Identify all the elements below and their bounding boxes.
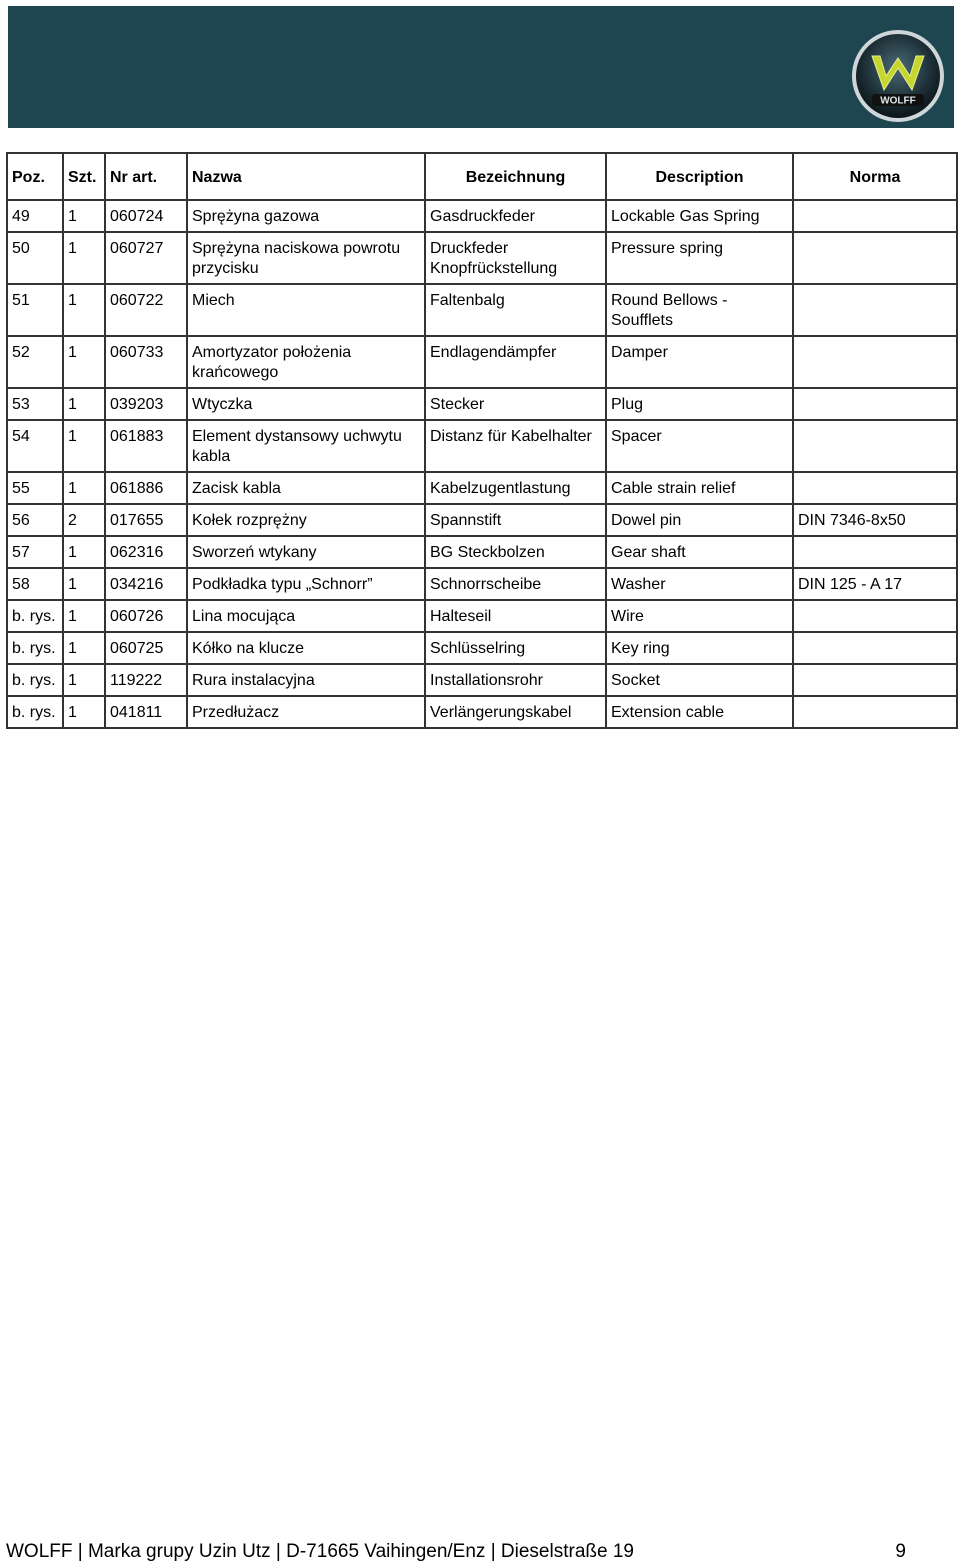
cell-norma bbox=[793, 632, 957, 664]
cell-poz: b. rys. bbox=[7, 664, 63, 696]
cell-nr-art: 060724 bbox=[105, 200, 187, 232]
footer-text: WOLFF | Marka grupy Uzin Utz | D-71665 Vaihingen/Enz | Dieselstraße 19 bbox=[6, 1541, 634, 1562]
table-row bbox=[7, 336, 957, 388]
cell-norma bbox=[793, 200, 957, 232]
cell-nr-art: 061886 bbox=[105, 472, 187, 504]
cell-nr-art: 060727 bbox=[105, 232, 187, 284]
header-bezeichnung: Bezeichnung bbox=[425, 153, 606, 200]
cell-nazwa: Podkładka typu „Schnorr” bbox=[187, 568, 425, 600]
cell-bezeichnung: Stecker bbox=[425, 388, 606, 420]
cell-szt: 1 bbox=[63, 472, 105, 504]
cell-nazwa: Element dystansowy uchwytu kabla bbox=[187, 420, 425, 472]
cell-szt: 1 bbox=[63, 632, 105, 664]
cell-norma bbox=[793, 336, 957, 388]
cell-description: Dowel pin bbox=[606, 504, 793, 536]
cell-norma bbox=[793, 284, 957, 336]
wolff-logo bbox=[850, 28, 946, 124]
header-banner bbox=[8, 6, 954, 128]
cell-description: Gear shaft bbox=[606, 536, 793, 568]
cell-nr-art: 060726 bbox=[105, 600, 187, 632]
parts-table bbox=[6, 152, 958, 729]
cell-nr-art: 062316 bbox=[105, 536, 187, 568]
cell-description: Pressure spring bbox=[606, 232, 793, 284]
table-row bbox=[7, 600, 957, 632]
header-szt: Szt. bbox=[63, 153, 105, 200]
cell-bezeichnung: Halteseil bbox=[425, 600, 606, 632]
footer bbox=[6, 1540, 956, 1564]
cell-description: Spacer bbox=[606, 420, 793, 472]
cell-nr-art: 119222 bbox=[105, 664, 187, 696]
cell-poz: 49 bbox=[7, 200, 63, 232]
cell-description: Damper bbox=[606, 336, 793, 388]
cell-poz: 58 bbox=[7, 568, 63, 600]
cell-nazwa: Amortyzator położenia krańcowego bbox=[187, 336, 425, 388]
cell-szt: 1 bbox=[63, 284, 105, 336]
cell-nr-art: 061883 bbox=[105, 420, 187, 472]
cell-szt: 1 bbox=[63, 420, 105, 472]
cell-norma bbox=[793, 472, 957, 504]
cell-nazwa: Przedłużacz bbox=[187, 696, 425, 728]
cell-norma: DIN 125 - A 17 bbox=[793, 568, 957, 600]
cell-norma bbox=[793, 536, 957, 568]
cell-szt: 1 bbox=[63, 568, 105, 600]
cell-szt: 2 bbox=[63, 504, 105, 536]
cell-norma bbox=[793, 696, 957, 728]
cell-norma bbox=[793, 232, 957, 284]
table-row bbox=[7, 420, 957, 472]
cell-poz: b. rys. bbox=[7, 696, 63, 728]
cell-bezeichnung: Kabelzugentlastung bbox=[425, 472, 606, 504]
table-row bbox=[7, 472, 957, 504]
cell-poz: 57 bbox=[7, 536, 63, 568]
cell-nazwa: Miech bbox=[187, 284, 425, 336]
cell-szt: 1 bbox=[63, 536, 105, 568]
table-row bbox=[7, 284, 957, 336]
cell-bezeichnung: Endlagendämpfer bbox=[425, 336, 606, 388]
cell-szt: 1 bbox=[63, 336, 105, 388]
cell-szt: 1 bbox=[63, 232, 105, 284]
cell-nazwa: Sworzeń wtykany bbox=[187, 536, 425, 568]
cell-description: Lockable Gas Spring bbox=[606, 200, 793, 232]
cell-nr-art: 060722 bbox=[105, 284, 187, 336]
cell-bezeichnung: Schnorrscheibe bbox=[425, 568, 606, 600]
cell-description: Socket bbox=[606, 664, 793, 696]
cell-norma bbox=[793, 664, 957, 696]
cell-nazwa: Sprężyna gazowa bbox=[187, 200, 425, 232]
cell-poz: 56 bbox=[7, 504, 63, 536]
table-row bbox=[7, 388, 957, 420]
cell-norma bbox=[793, 600, 957, 632]
cell-nr-art: 017655 bbox=[105, 504, 187, 536]
cell-nazwa: Lina mocująca bbox=[187, 600, 425, 632]
cell-description: Plug bbox=[606, 388, 793, 420]
table-row bbox=[7, 504, 957, 536]
cell-bezeichnung: Gasdruckfeder bbox=[425, 200, 606, 232]
cell-szt: 1 bbox=[63, 600, 105, 632]
cell-nazwa: Rura instalacyjna bbox=[187, 664, 425, 696]
logo-text: WOLFF bbox=[880, 95, 916, 107]
cell-norma bbox=[793, 420, 957, 472]
cell-bezeichnung: Verlängerungskabel bbox=[425, 696, 606, 728]
cell-norma bbox=[793, 388, 957, 420]
table-header-row bbox=[7, 153, 957, 200]
table-row bbox=[7, 232, 957, 284]
cell-poz: 53 bbox=[7, 388, 63, 420]
cell-bezeichnung: BG Steckbolzen bbox=[425, 536, 606, 568]
cell-poz: 55 bbox=[7, 472, 63, 504]
cell-nazwa: Zacisk kabla bbox=[187, 472, 425, 504]
cell-poz: 50 bbox=[7, 232, 63, 284]
cell-nr-art: 034216 bbox=[105, 568, 187, 600]
cell-nr-art: 060733 bbox=[105, 336, 187, 388]
cell-nazwa: Kołek rozprężny bbox=[187, 504, 425, 536]
cell-description: Washer bbox=[606, 568, 793, 600]
cell-nr-art: 039203 bbox=[105, 388, 187, 420]
cell-nazwa: Kółko na klucze bbox=[187, 632, 425, 664]
table-row bbox=[7, 664, 957, 696]
table-row bbox=[7, 696, 957, 728]
header-norma: Norma bbox=[793, 153, 957, 200]
cell-bezeichnung: Faltenbalg bbox=[425, 284, 606, 336]
table-row bbox=[7, 200, 957, 232]
header-nr-art: Nr art. bbox=[105, 153, 187, 200]
cell-bezeichnung: Distanz für Kabelhalter bbox=[425, 420, 606, 472]
table-row bbox=[7, 632, 957, 664]
cell-norma: DIN 7346-8x50 bbox=[793, 504, 957, 536]
cell-description: Key ring bbox=[606, 632, 793, 664]
cell-nr-art: 041811 bbox=[105, 696, 187, 728]
cell-poz: 54 bbox=[7, 420, 63, 472]
cell-description: Extension cable bbox=[606, 696, 793, 728]
cell-bezeichnung: Spannstift bbox=[425, 504, 606, 536]
table-row bbox=[7, 568, 957, 600]
cell-nazwa: Sprężyna naciskowa powrotu przycisku bbox=[187, 232, 425, 284]
cell-description: Wire bbox=[606, 600, 793, 632]
cell-szt: 1 bbox=[63, 200, 105, 232]
cell-bezeichnung: Schlüsselring bbox=[425, 632, 606, 664]
cell-description: Cable strain relief bbox=[606, 472, 793, 504]
cell-bezeichnung: Druckfeder Knopfrückstellung bbox=[425, 232, 606, 284]
header-poz: Poz. bbox=[7, 153, 63, 200]
cell-szt: 1 bbox=[63, 664, 105, 696]
cell-poz: b. rys. bbox=[7, 600, 63, 632]
header-nazwa: Nazwa bbox=[187, 153, 425, 200]
cell-poz: b. rys. bbox=[7, 632, 63, 664]
cell-poz: 51 bbox=[7, 284, 63, 336]
cell-nazwa: Wtyczka bbox=[187, 388, 425, 420]
page-number: 9 bbox=[895, 1541, 906, 1562]
table-row bbox=[7, 536, 957, 568]
cell-szt: 1 bbox=[63, 696, 105, 728]
cell-bezeichnung: Installationsrohr bbox=[425, 664, 606, 696]
header-description: Description bbox=[606, 153, 793, 200]
cell-description: Round Bellows - Soufflets bbox=[606, 284, 793, 336]
cell-szt: 1 bbox=[63, 388, 105, 420]
cell-poz: 52 bbox=[7, 336, 63, 388]
cell-nr-art: 060725 bbox=[105, 632, 187, 664]
